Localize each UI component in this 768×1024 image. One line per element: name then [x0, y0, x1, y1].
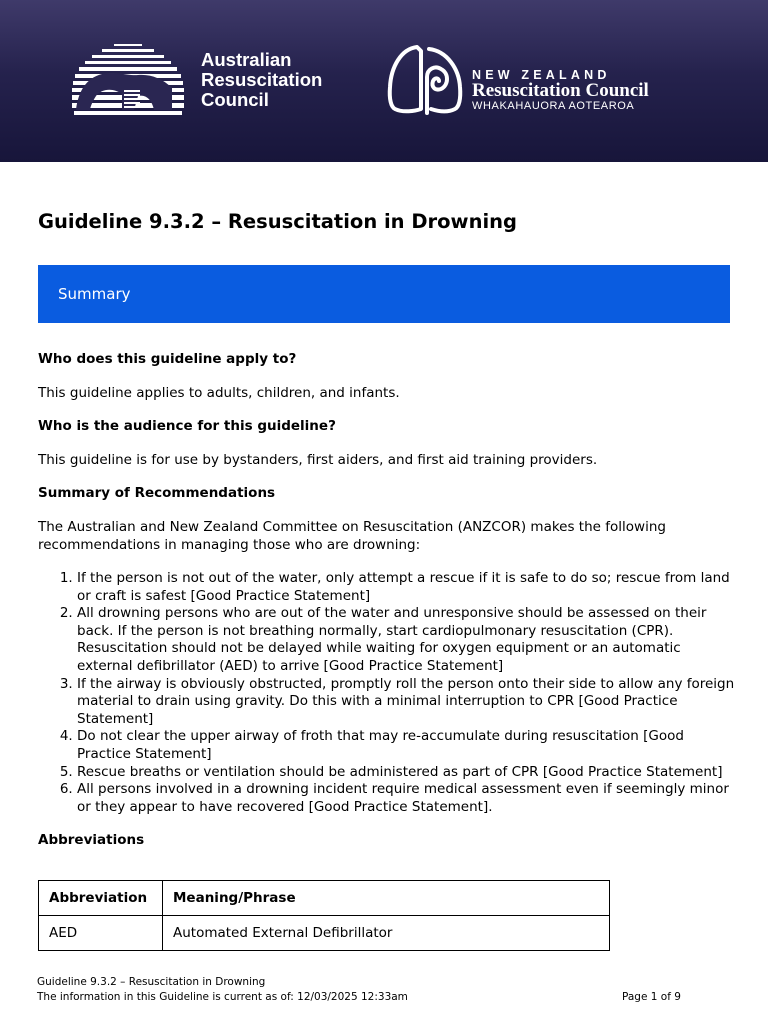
aus-name-line1: Australian [201, 49, 292, 70]
question-audience: Who is the audience for this guideline? [38, 418, 336, 434]
australian-council-name [201, 50, 322, 110]
abbreviations-table [38, 880, 610, 951]
list-item: 4. Do not clear the upper airway of froth that may re-accumulate during resuscitation [Good Practice Statement] [77, 728, 738, 763]
page-number: Page 1 of 9 [622, 991, 681, 1003]
recommendations-list [38, 570, 738, 816]
heading-summary-recommendations: Summary of Recommendations [38, 485, 276, 501]
summary-section-bar [38, 265, 730, 323]
nz-resuscitation-council-logo-icon [387, 43, 463, 117]
column-header-meaning: Meaning/Phrase [163, 881, 610, 916]
australian-resuscitation-council-logo-icon [72, 44, 184, 116]
nz-name-line2: Resuscitation Council [472, 80, 649, 101]
aus-name-line2: Resuscitation [201, 69, 323, 90]
list-item: 3. If the airway is obviously obstructed, promptly roll the person onto their side to allow any foreign material to drain using gravity. Do this with a minimal interruption to CPR [Good Practice Statement] [77, 676, 738, 729]
header-banner [0, 0, 768, 162]
table-cell-abbreviation: AED [39, 916, 163, 951]
heading-abbreviations: Abbreviations [38, 832, 145, 849]
page-title: Guideline 9.3.2 – Resuscitation in Drowning [38, 210, 517, 233]
table-cell-meaning: Automated External Defibrillator [163, 916, 610, 951]
question-applies-to: Who does this guideline apply to? [38, 351, 297, 367]
table-header-row [39, 881, 610, 916]
column-header-abbreviation: Abbreviation [39, 881, 163, 916]
list-item: 5. Rescue breaths or ventilation should be administered as part of CPR [Good Practice Statement] [77, 764, 738, 782]
summary-label: Summary [58, 285, 131, 303]
aus-name-line3: Council [201, 89, 269, 110]
nz-council-name [472, 68, 649, 113]
list-item: 2. All drowning persons who are out of the water and unresponsive should be assessed on their back. If the person is not breathing normally, start cardiopulmonary resuscitation (CPR). Resuscitation should not be delayed while waiting for oxygen equipment or an automatic external defibrillator (AED) to arrive [Good Practice Statement] [77, 605, 738, 675]
footer-guideline-title: Guideline 9.3.2 – Resuscitation in Drowning [37, 976, 266, 988]
list-item: 1. If the person is not out of the water, only attempt a rescue if it is safe to do so; rescue from land or craft is safest [Good Practice Statement] [77, 570, 738, 605]
nz-name-line3: WHAKAHAUORA AOTEAROA [472, 100, 635, 112]
table-row [39, 916, 610, 951]
nz-name-line1: NEW ZEALAND [472, 68, 611, 82]
footer-currency-note: The information in this Guideline is current as of: 12/03/2025 12:33am [37, 991, 408, 1003]
answer-audience: This guideline is for use by bystanders, first aiders, and first aid training providers. [38, 452, 598, 468]
recommendations-intro: The Australian and New Zealand Committee on Resuscitation (ANZCOR) makes the following recommendations in managing those who are drowning: [38, 519, 666, 553]
answer-applies-to: This guideline applies to adults, children, and infants. [38, 385, 400, 401]
page-footer [37, 975, 408, 1005]
list-item: 6. All persons involved in a drowning incident require medical assessment even if seemingly minor or they appear to have recovered [Good Practice Statement]. [77, 781, 738, 816]
guideline-content [38, 350, 738, 849]
